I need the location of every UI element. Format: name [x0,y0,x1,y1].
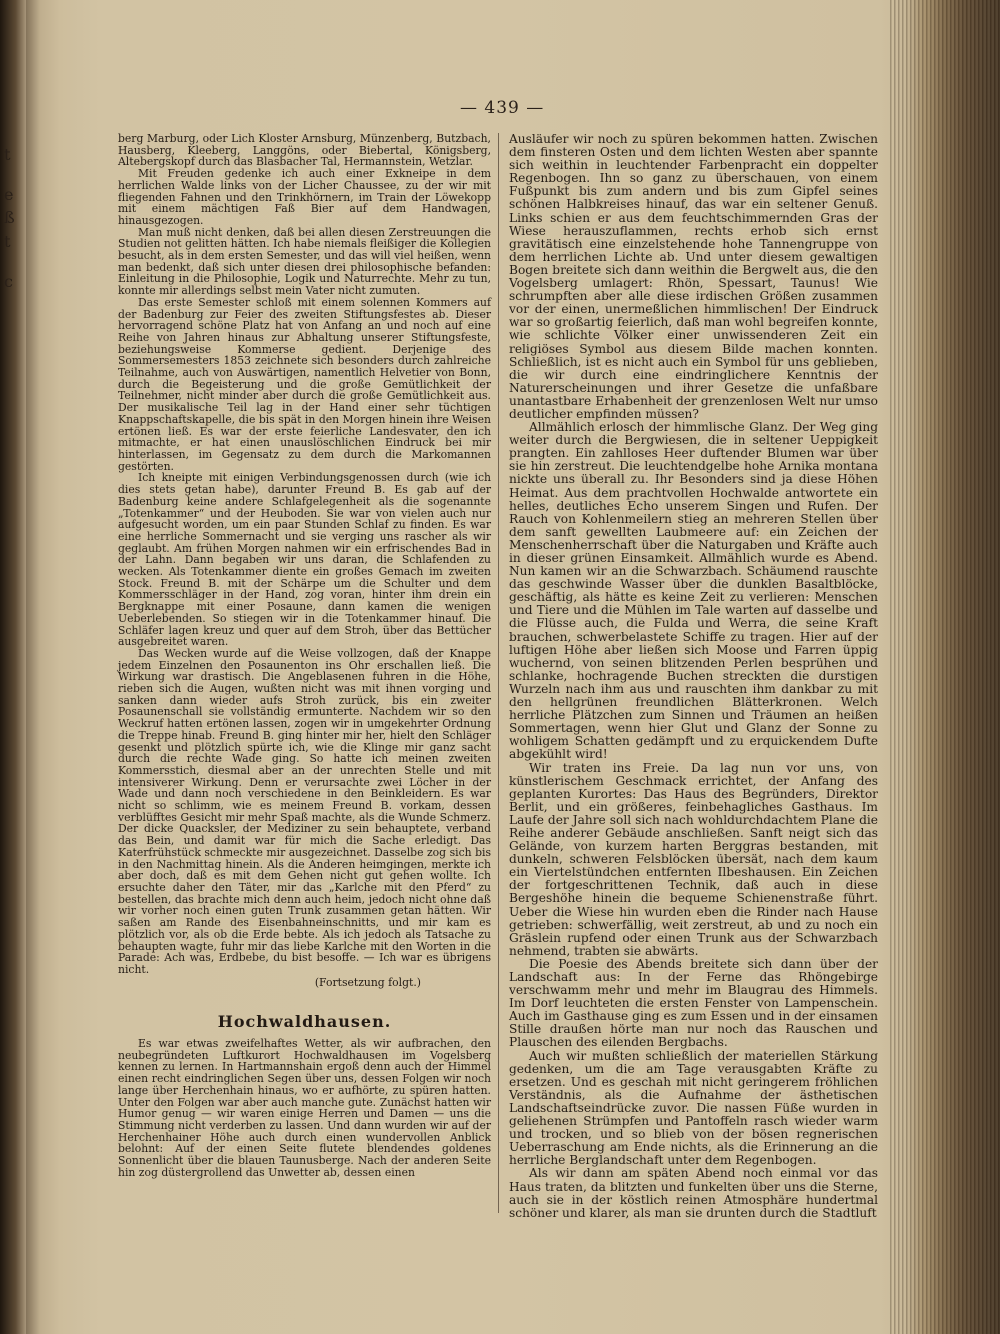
section-heading: Hochwaldhausen. [217,1012,392,1032]
page-stack-edge [890,0,1000,1334]
paragraph: Ausläufer wir noch zu spüren bekommen hatten. Zwischen dem finsteren Osten und dem lichten Westen aber spannte sich weithin in leuchtender Farbenpracht ein doppelter Regenbogen. Ihn so ganz zu überschauen, von einem Fußpunkt bis zum andern und bis zum Gipfel seines schönen Halbkreises hinauf, das war ein seltener Genuß. Links schien er aus dem feuchtschimmernden Gras der Wiese herauszuflammen, rechts erhob sich ernst gravitätisch eine einzelstehende hohe Tannengruppe von dem herrlichen Lichte ab. Und unter diesem gewaltigen Bogen breitete sich dann weithin die Bergwelt aus, die den Vogelsberg umlagert: Rhön, Spessart, Taunus! Wie schrumpften aber alle diese irdischen Größen zusammen vor der einen, unermeßlichen himmlischen! Der Eindruck war so großartig feierlich, daß man wohl begreifen konnte, wie schlichte Völker einer unwissenderen Zeit ein religiöses Symbol aus diesem Bilde machen konnten. Schließlich, ist es nicht auch ein Symbol für uns geblieben, die wir durch eine eindringlichere Kenntnis der Naturerscheinungen und ihrer Gesetze die unfaßbare unantastbare Erhabenheit der grenzenlosen Welt nur umso deutlicher empfinden müssen? [509,132,878,421]
column-divider [498,133,499,1213]
paragraph: berg Marburg, oder Lich Kloster Arnsburg, Münzenberg, Butzbach, Hausberg, Kleeberg, Langgöns, oder Biebertal, Königsberg, Altebergskopf durch das Blasbacher Tal, Hermannstein, Wetzlar. [118,132,491,169]
paragraph: Die Poesie des Abends breitete sich dann über der Landschaft aus: In der Ferne das Rhöngebirge verschwamm mehr und mehr im Blaugrau des Himmels. Im Dorf leuchteten die ersten Fenster von Lampenschein. Auch im Gasthause ging es zum Essen und in der einsamen Stille draußen hörte man nur noch das Rauschen und Plauschen des eilenden Bergbachs. [509,956,878,1050]
edge-fragment: t [4,145,11,164]
paragraph: Auch wir mußten schließlich der materiellen Stärkung gedenken, um die am Tage verausgabten Kräfte zu ersetzen. Und es geschah mit nicht geringerem fröhlichen Verständnis, als die Aufnahme der ästhetischen Landschaftseindrücke zuvor. Die nassen Füße wurden in geliehenen Strümpfen und Pantoffeln rasch wieder warm und trocken, und so blieb von der bösen regnerischen Ueberraschung am Ende nichts, als die Erinnerung an die herrliche Berglandschaft unter dem Regenbogen. [509,1048,878,1168]
edge-fragment: t [4,232,11,251]
left-column [118,133,491,1178]
paragraph: Wir traten ins Freie. Da lag nun vor uns, von künstlerischem Geschmack errichtet, der Anfang des geplanten Kurortes: Das Haus des Begründers, Direktor Berlit, und ein größeres, feinbehagliches Gasthaus. Im Laufe der Jahre soll sich nach wohldurchdachtem Plane die Reihe anderer Gebäude anschließen. Sanft neigt sich das Gelände, von kurzem harten Berggras bestanden, mit dunkeln, schweren Felsblöcken übersät, nach dem kaum ein Viertelstündchen entfernten Ilbeshausen. Ein Zeichen der fortgeschrittenen Technik, daß auch in diese Bergeshöhe hinein die bequeme Schienenstraße führt. Ueber die Wiese hin wurden eben die Rinder nach Hause getrieben: schwerfällig, weit zerstreut, ab und zu noch ein Gräslein rupfend oder einen Trunk aus der Schwarzbach nehmend, trabten sie abwärts. [509,760,878,958]
continued-note: (Fortsetzung folgt.) [314,975,421,989]
paragraph: Man muß nicht denken, daß bei allen diesen Zerstreuungen die Studien not gelitten hätten. Ich habe niemals fleißiger die Kollegien besucht, als in dem ersten Semester, und das will viel heißen, wenn man bedenkt, daß sich unter diesen drei philosophische befanden: Einleitung in die Philosophie, Logik und Naturrechte. Mehr zu tun, konnte mir allerdings selbst mein Vater nicht zumuten. [118,225,491,298]
paragraph: Das Wecken wurde auf die Weise vollzogen, daß der Knappe jedem Einzelnen den Posaunenton ins Ohr erschallen ließ. Die Wirkung war drastisch. Die Angeblasenen fuhren in die Höhe, rieben sich die Augen, wußten nicht was mit ihnen vorging und sanken dann wieder aufs Stroh zurück, bis ein zweiter Posaunenschall sie vollständig ermunterte. Nachdem wir so den Weckruf hatten ertönen lassen, zogen wir in umgekehrter Ordnung die Treppe hinab. Freund B. ging hinter mir her, hielt den Schläger gesenkt und plötzlich spürte ich, wie die Klinge mir ganz sacht durch die rechte Wade ging. So hatte ich meinen zweiten Kommersstich, diesmal aber an der unrechten Stelle und mit intensiverer Wirkung. Denn er verursachte zwei Löcher in der Wade und dann noch verschiedene in den Beinkleidern. Es war nicht so schlimm, wie es meinem Freund B. vorkam, dessen verblüfftes Gesicht mir mehr Spaß machte, als die Wunde Schmerz. Der dicke Quacksler, der Mediziner zu sein behauptete, verband das Bein, und damit war für mich die Sache erledigt. Das Katerfrühstück schmeckte mir ausgezeichnet. Dasselbe zog sich bis in den Nachmittag hinein. Als die Anderen heimgingen, merkte ich aber doch, daß es mit dem Gehen nicht gut gehen wollte. Ich ersuchte daher den Täter, mir das „Karlche mit den Pferd“ zu bestellen, das brachte mich denn auch heim, jedoch nicht ohne daß wir vorher noch einen guten Trunk zusammen getan hätten. Wir saßen am Rande des Eisenbahneinschnitts, und mir kam es plötzlich vor, als ob die Erde bebte. Als ich jedoch als Tatsache zu behaupten wagte, fuhr mir das liebe Karlche mit den Worten in die Parade: Ach was, Erdbebe, du bist besoffe. — Ich war es übrigens nicht. [118,646,491,976]
paragraph: Allmählich erlosch der himmlische Glanz. Der Weg ging weiter durch die Bergwiesen, die in seltener Ueppigkeit prangten. Ein zahlloses Heer duftender Blumen war über sie hin zerstreut. Die leuchtendgelbe hohe Arnika montana nickte uns überall zu. Ihr Besonders sind ja diese Höhen Heimat. Aus dem prachtvollen Hochwalde antwortete ein helles, deutliches Echo unserem Singen und Rufen. Der Rauch von Kohlenmeilern stieg an mehreren Stellen über dem sanft gewellten Laubmeere auf: ein Zeichen der Menschenherrschaft über die Naturgaben und Kräfte auch in dieser grünen Einsamkeit. Allmählich wurde es Abend. Nun kamen wir an die Schwarzbach. Schäumend rauschte das geschwinde Wasser über die dunklen Basaltblöcke, geschäftig, als hätte es keine Zeit zu verlieren: Menschen und Tiere und die Mühlen im Tale warten auf dasselbe und die Flüsse auch, die Fulda und Werra, die seine Kraft brauchen, schwerbelastete Schiffe zu tragen. Hier auf der luftigen Höhe aber ließen sich Moose und Farren üppig wuchernd, von seinen blitzenden Perlen besprühen und schlanke, hochragende Buchen streckten die durstigen Wurzeln nach ihm aus und rauschten ihm dankbar zu mit den hellgrünen freundlichen Blätterkronen. Welch herrliche Plätzchen zum Sinnen und Träumen an heißen Sommertagen, wenn hier Glut und Glanz der Sonne zu wohligem Schatten gedämpft und zu erquickendem Dufte abgekühlt wird! [509,420,878,762]
page-number: — 439 — [460,98,545,118]
paragraph: Als wir dann am späten Abend noch einmal vor das Haus traten, da blitzten und funkelten über uns die Sterne, auch sie in der köstlich reinen Atmosphäre hundertmal schöner und klarer, als man sie drunten durch die Stadtluft [509,1166,878,1220]
paragraph: Mit Freuden gedenke ich auch einer Exkneipe in dem herrlichen Walde links von der Licher Chaussee, zu der wir mit fliegenden Fahnen und den Trinkhörnern, im Train der Löwekopp mit einem mächtigen Faß Bier auf dem Handwagen, hinausgezogen. [118,167,491,227]
paragraph: Ich kneipte mit einigen Verbindungsgenossen durch (wie ich dies stets getan habe), darunter Freund B. Es gab auf der Badenburg keine andere Schlafgelegenheit als die sogenannte „Totenkammer“ und der Heuboden. Sie war von vielen auch nur aufgesucht worden, um ein paar Stunden Schlaf zu finden. Es war eine herrliche Sommernacht und sie verging uns rascher als wir geglaubt. Am frühen Morgen nahmen wir ein erfrischendes Bad in der Lahn. Dann begaben wir uns daran, die Schlafenden zu wecken. Als Totenkammer diente ein großes Gemach im zweiten Stock. Freund B. mit der Schärpe um die Schulter und dem Kommersschläger in der Hand, zog voran, hinter ihm drein ein Bergknappe mit einer Posaune, dann kamen die wenigen Ueberlebenden. So stiegen wir in die Totenkammer hinauf. Die Schläfer lagen kreuz und quer auf dem Stroh, über das Bettücher ausgebreitet waren. [118,471,491,649]
paragraph: Das erste Semester schloß mit einem solennen Kommers auf der Badenburg zur Feier des zweiten Stiftungsfestes ab. Dieser hervorragend schöne Platz hat von Anfang an und noch auf eine Reihe von Jahren hinaus zur Abhaltung unserer Stiftungsfeste, beziehungsweise Kommerse gedient. Derjenige des Sommersemesters 1853 zeichnete sich besonders durch zahlreiche Teilnahme, auch von Auswärtigen, namentlich Helvetier von Bonn, durch die Begeisterung und die große Gemütlichkeit der Teilnehmer, nicht minder aber durch die große Gemütlichkeit aus. Der musikalische Teil lag in der Hand einer sehr tüchtigen Knappschaftskapelle, die bis spät in den Morgen hinein ihre Weisen ertönen ließ. Es war der erste feierliche Landesvater, den ich mitmachte, er hat einen unauslöschlichen Eindruck bei mir hinterlassen, im Gegensatz zu dem durch die Markomannen gestörten. [118,295,491,473]
edge-fragment: ß [4,208,15,227]
right-column [509,133,878,1220]
left-page-edge [0,0,26,1334]
edge-fragment: c [4,272,13,291]
edge-fragment: e [4,185,14,204]
paragraph: Es war etwas zweifelhaftes Wetter, als wir aufbrachen, den neubegründeten Luftkurort Hochwaldhausen im Vogelsberg kennen zu lernen. In Hartmannshain ergoß denn auch der Himmel einen recht eindringlichen Segen über uns, dessen Folgen wir noch lange über Herchenhain hinaus, wo er aufhörte, zu spüren hatten. Unter den Folgen war aber auch manche gute. Zunächst hatten wir Humor genug — wir waren einige Herren und Damen — uns die Stimmung nicht verderben zu lassen. Und dann wurden wir auf der Herchenhainer Höhe auch durch einen wundervollen Anblick belohnt: Auf der einen Seite flutete blendendes goldenes Sonnenlicht über die blauen Taunusberge. Nach der anderen Seite hin zog düstergrollend das Unwetter ab, dessen einen [118,1037,491,1179]
